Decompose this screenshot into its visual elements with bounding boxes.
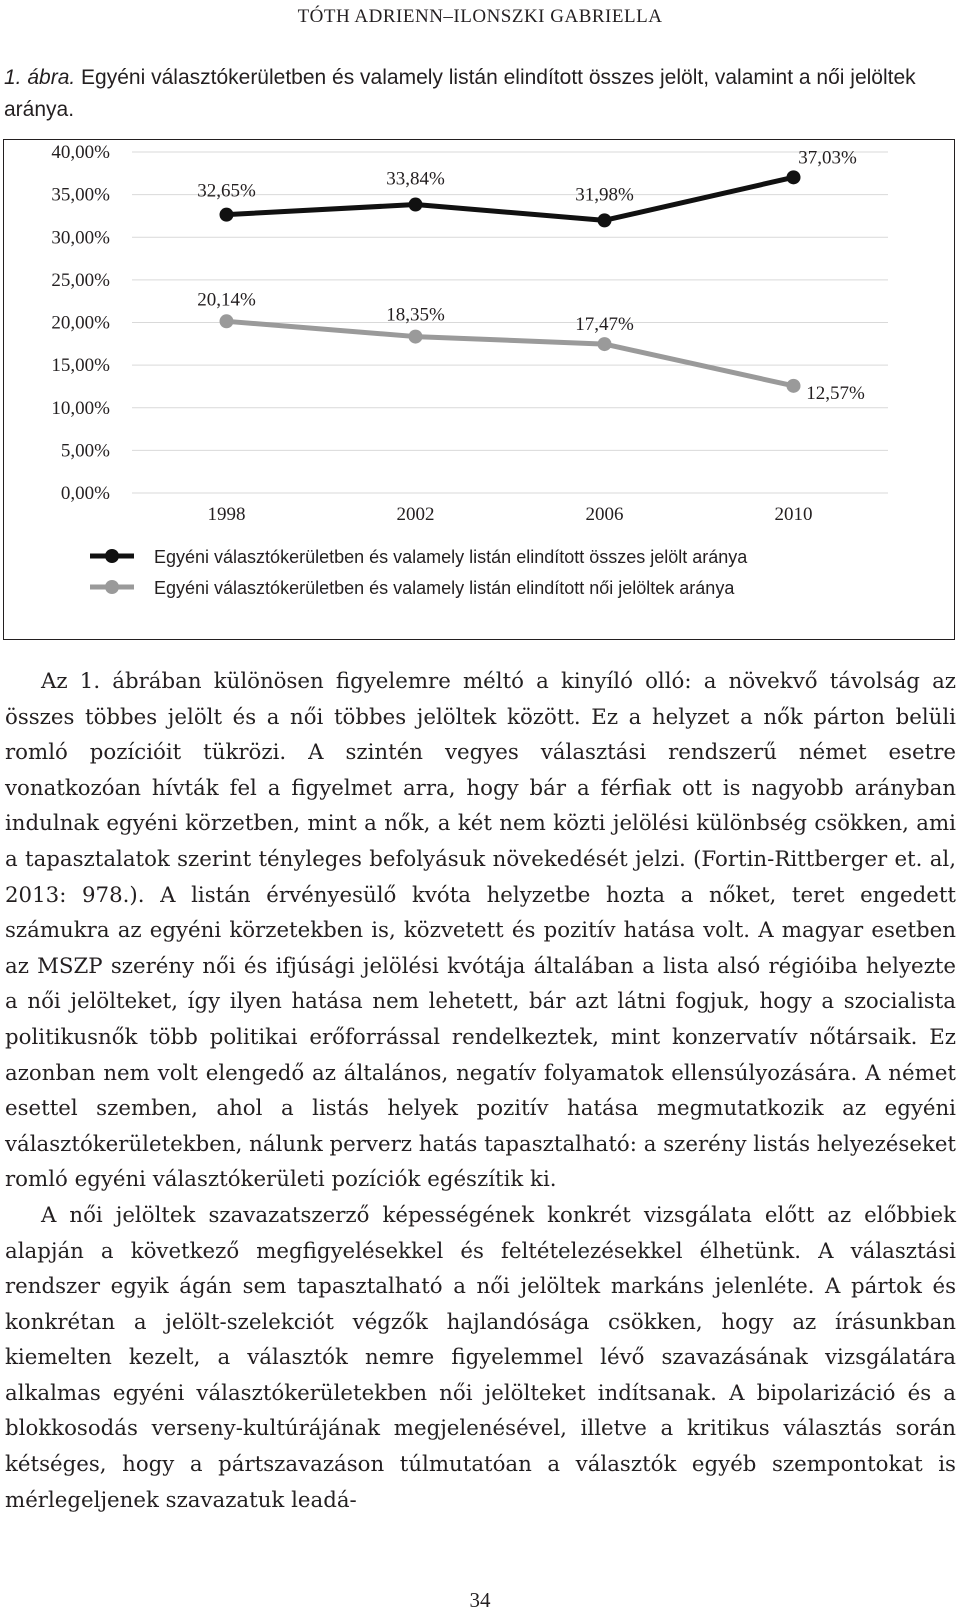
legend	[90, 547, 748, 598]
data-label: 12,57%	[806, 382, 865, 404]
data-label: 18,35%	[386, 304, 445, 326]
x-tick-label: 2010	[774, 504, 813, 525]
chart-canvas	[4, 140, 956, 641]
line-chart	[3, 139, 955, 640]
x-tick-label: 2002	[396, 504, 435, 525]
legend-marker-total	[105, 549, 119, 563]
y-tick-label: 0,00%	[60, 483, 110, 504]
y-tick-label: 10,00%	[51, 397, 110, 419]
y-axis-ticks	[51, 142, 110, 504]
figure-caption	[4, 62, 952, 126]
data-label: 20,14%	[197, 289, 256, 311]
data-point	[409, 330, 423, 344]
page-number: 34	[469, 1588, 491, 1612]
y-tick-label: 35,00%	[51, 184, 110, 206]
figure-caption-text: Egyéni választókerületben és valamely listán elindított összes jelölt, valamint a női jelöltek aránya.	[4, 66, 916, 121]
data-label: 17,47%	[575, 314, 634, 336]
legend-label-women: Egyéni választókerületben és valamely listán elindított női jelöltek aránya	[154, 578, 735, 598]
y-tick-label: 20,00%	[51, 312, 110, 334]
data-point	[220, 314, 234, 328]
paragraph: Az 1. ábrában különösen figyelemre méltó a kinyíló olló: a növekvő távolság az összes többes jelölt és a női többes jelöltek között. Ez a helyzet a nők párton belüli romló pozícióit tükrözi. A szintén vegyes választási rendszerű német esetre vonatkozóan hívták fel a figyelmet arra, hogy bár a férfiak ott is nagyobb arányban indulnak egyéni körzetben, mint a nők, a két nem közti jelölési különbség csökken, ami a tapasztalatok szerint tényleges befolyásuk növekedését jelzi. (Fortin-Rittberger et. al, 2013: 978.). A listán érvényesülő kvóta helyzetbe hozta a nőket, teret engedett számukra az egyéni körzetekben is, közvetett és pozitív hatása volt. A magyar esetben az MSZP szerény női és ifjúsági jelölési kvótája általában a lista alsó régióiba helyezte a női jelölteket, így ilyen hatása nem lehetett, bár azt látni fogjuk, hogy a szocialista politikusnők több politikai erőforrással rendelkeztek, mint konzervatív nőtársaik. Ez azonban nem volt elengedő az általános, negatív folyamatok ellensúlyozására. A német esettel szemben, ahol a listás helyek pozitív hatása megmutatkozik az egyéni választókerületekben, nálunk perverz hatás tapasztalható: a szerény listás helyezéseket romló egyéni választókerületi pozíciók egészítik ki.	[5, 669, 956, 1193]
data-point	[598, 337, 612, 351]
data-point	[409, 198, 423, 212]
series	[220, 170, 801, 393]
data-point	[220, 208, 234, 222]
x-tick-label: 2006	[585, 504, 624, 525]
data-point	[598, 213, 612, 227]
x-axis-ticks	[208, 504, 813, 525]
data-label: 33,84%	[386, 168, 445, 190]
y-tick-label: 5,00%	[60, 440, 110, 462]
data-label: 31,98%	[575, 184, 634, 206]
data-label: 37,03%	[798, 147, 857, 169]
data-point	[787, 379, 801, 393]
y-tick-label: 30,00%	[51, 227, 110, 249]
y-tick-label: 40,00%	[51, 142, 110, 163]
running-head: TÓTH ADRIENN–ILONSZKI GABRIELLA	[297, 6, 663, 27]
legend-marker-women	[105, 580, 119, 594]
series-line-1	[227, 321, 794, 386]
x-tick-label: 1998	[207, 504, 246, 525]
y-tick-label: 25,00%	[51, 269, 110, 291]
body-text	[5, 664, 956, 1518]
paragraph: A női jelöltek szavazatszerző képességének konkrét vizsgálata előtt az előbbiek alapján a következő megfigyelésekkel és feltételezésekkel élhetünk. A választási rendszer egyik ágán sem tapasztalható a női jelöltek markáns jelenléte. A pártok és konkrétan a jelölt-szelekciót végzők hajlandósága csökken, hogy az írásunkban kiemelten kezelt, a választók nemre figyelemmel lévő szavazásának vizsgálatára alkalmas egyéni választókerületekben női jelölteket indítsanak. A bipolarizáció és a blokkosodás verseny-kultúrájának megjelenésével, illetve a kritikus választás során kétséges, hogy a pártszavazáson túlmutatóan a választók egyéb szempontokat is mérlegeljenek szavazatuk leadá-	[5, 1202, 956, 1513]
data-point	[787, 170, 801, 184]
legend-label-total: Egyéni választókerületben és valamely listán elindított összes jelölt aránya	[154, 547, 748, 567]
figure-label: 1. ábra.	[4, 66, 76, 89]
y-tick-label: 15,00%	[51, 355, 110, 377]
series-line-0	[227, 177, 794, 220]
data-label: 32,65%	[197, 180, 256, 202]
